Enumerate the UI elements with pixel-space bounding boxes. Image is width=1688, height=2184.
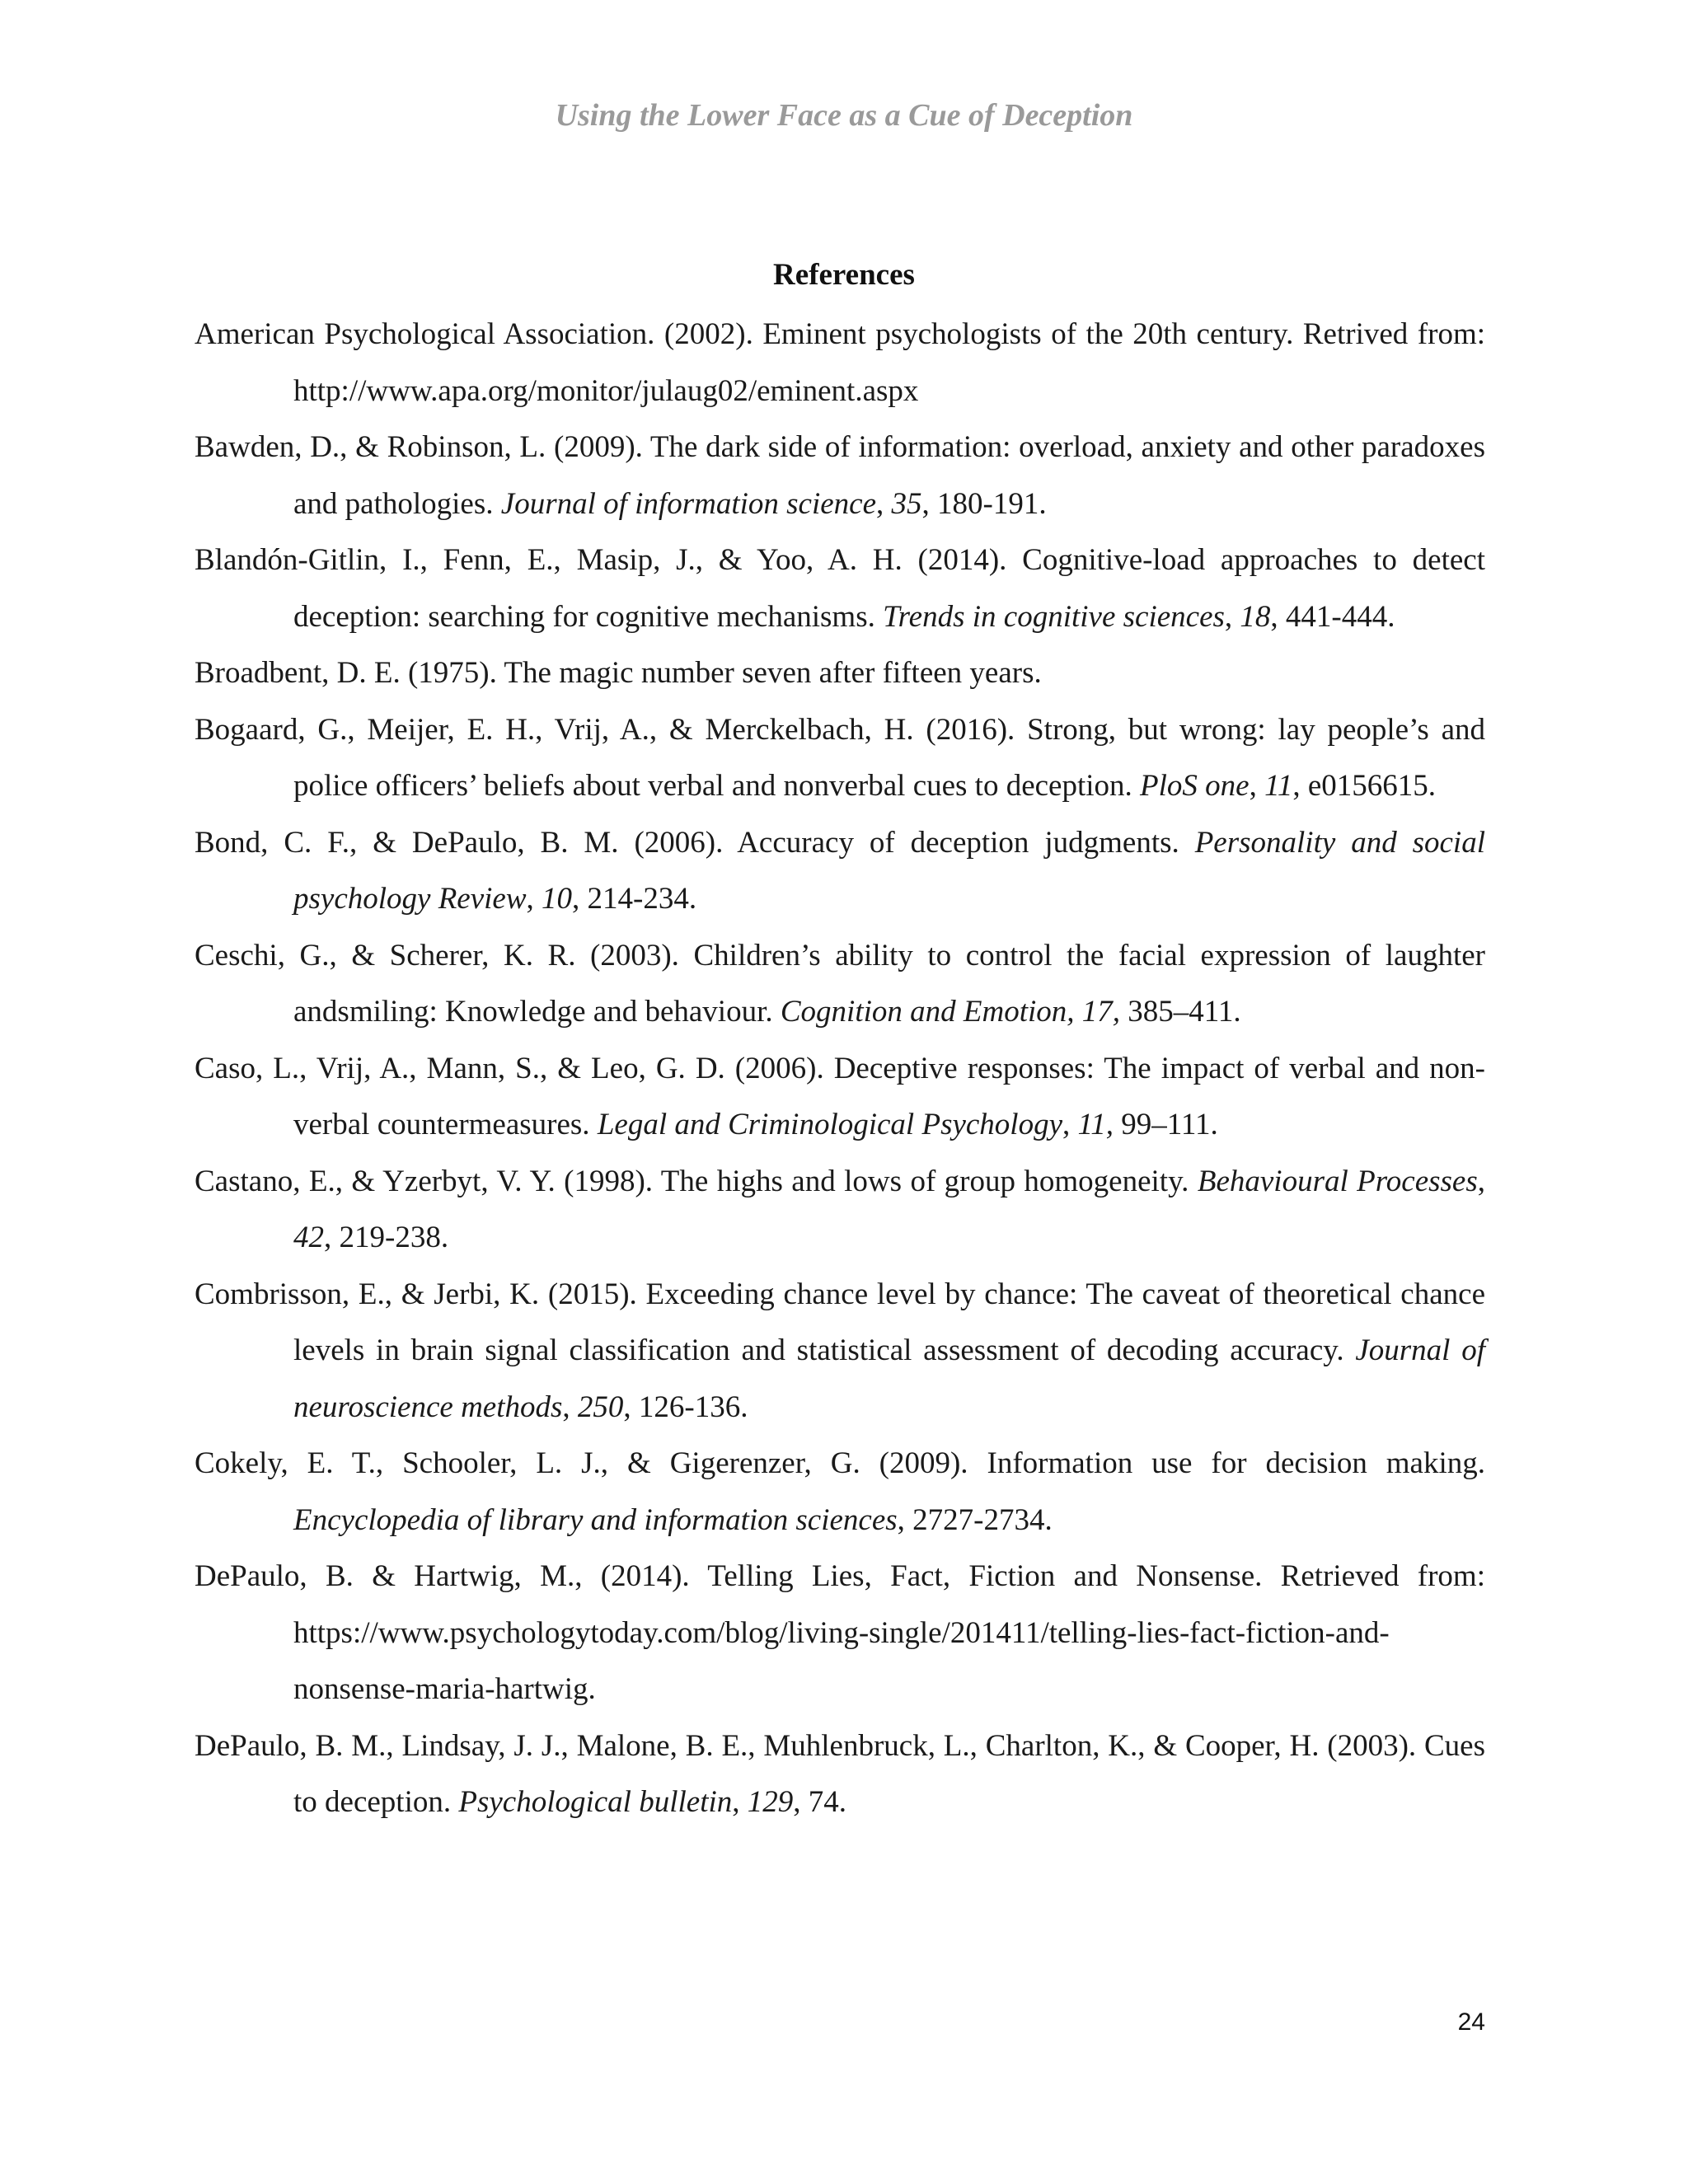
reference-text: American Psychological Association. (2002). Eminent psychologists of the 20th century. Retrived from: http://www.apa.org/monitor/julaug02/eminent.aspx (195, 317, 1485, 408)
reference-text: DePaulo, B. M., Lindsay, J. J., Malone, B. E., Muhlenbruck, L., Charlton, K., & Cooper, H. (2003). Cues to deception. (195, 1728, 1485, 1819)
reference-pages: 385–411. (1120, 995, 1241, 1029)
reference-separator: , (1224, 599, 1240, 634)
reference-text: Caso, L., Vrij, A., Mann, S., & Leo, G. D. (2006). Deceptive responses: The impact of verbal and non-verbal countermeasures. (195, 1051, 1485, 1141)
reference-volume: 11, (1077, 1108, 1114, 1141)
reference-entry (195, 928, 1485, 1041)
reference-list (195, 307, 1485, 1831)
reference-pages: , 74. (793, 1785, 847, 1819)
reference-separator: , (562, 1390, 578, 1424)
reference-volume: 35 (891, 486, 922, 521)
reference-source: Trends in cognitive sciences (883, 599, 1225, 634)
reference-pages: , 219-238. (324, 1221, 449, 1254)
reference-entry (195, 645, 1485, 702)
reference-text: Ceschi, G., & Scherer, K. R. (2003). Children’s ability to control the facial expression of laughter andsmiling: Knowledge and behaviour. (195, 938, 1485, 1029)
reference-source: PloS one (1140, 769, 1250, 803)
reference-pages: , 441-444. (1270, 599, 1395, 634)
reference-separator: , (732, 1785, 748, 1819)
reference-text: Broadbent, D. E. (1975). The magic number seven after fifteen years. (195, 656, 1042, 690)
reference-separator: , (876, 486, 892, 521)
reference-text: Blandón-Gitlin, I., Fenn, E., Masip, J., & Yoo, A. H. (2014). Cognitive-load approaches to detect deception: searching for cognitive mechanisms. (195, 543, 1485, 634)
reference-entry (195, 1549, 1485, 1718)
reference-pages: , 180-191. (921, 486, 1047, 521)
reference-entry (195, 1718, 1485, 1831)
reference-volume: 10 (542, 882, 573, 916)
reference-text: Bogaard, G., Meijer, E. H., Vrij, A., & Merckelbach, H. (2016). Strong, but wrong: lay people’s and police officers’ beliefs about verbal and nonverbal cues to deception. (195, 712, 1485, 803)
references-heading: References (773, 258, 915, 292)
reference-volume: 11 (1264, 769, 1293, 803)
reference-pages: , 126-136. (623, 1390, 748, 1424)
reference-volume: 42 (293, 1221, 324, 1254)
reference-source: Journal of information science (500, 486, 877, 521)
reference-entry (195, 702, 1485, 815)
reference-volume: 17, (1081, 995, 1121, 1029)
reference-text: Combrisson, E., & Jerbi, K. (2015). Exceeding chance level by chance: The caveat of theoretical chance levels in brain signal classification and statistical assessment of decoding accuracy. (195, 1277, 1485, 1367)
reference-separator: , (526, 882, 542, 916)
reference-pages: , 214-234. (572, 882, 697, 916)
reference-text: Bawden, D., & Robinson, L. (2009). The dark side of information: overload, anxiety and other paradoxes and pathologies. (195, 430, 1485, 521)
reference-entry (195, 419, 1485, 532)
reference-entry (195, 815, 1485, 928)
reference-separator: , (1477, 1164, 1485, 1198)
reference-separator: , (1249, 769, 1265, 803)
reference-source: Behavioural Processes (1197, 1164, 1478, 1198)
reference-separator: , (1062, 1108, 1078, 1141)
reference-entry (195, 307, 1485, 419)
reference-pages: 99–111. (1114, 1108, 1218, 1141)
reference-source: Cognition and Emotion, (780, 995, 1075, 1029)
reference-entry (195, 532, 1485, 645)
reference-source: Journal of neuroscience methods (293, 1333, 1485, 1424)
reference-entry (195, 1436, 1485, 1549)
reference-text: Cokely, E. T., Schooler, L. J., & Gigerenzer, G. (2009). Information use for decision making. (195, 1446, 1485, 1480)
reference-entry (195, 1041, 1485, 1154)
page-number: 24 (1457, 2008, 1485, 2036)
reference-volume: 129 (747, 1785, 794, 1819)
reference-text: Castano, E., & Yzerbyt, V. Y. (1998). The highs and lows of group homogeneity. (195, 1164, 1198, 1198)
reference-volume: 18 (1240, 599, 1271, 634)
reference-pages: , e0156615. (1292, 769, 1437, 803)
reference-source: Personality and social psychology Review (293, 825, 1485, 916)
running-head: Using the Lower Face as a Cue of Deception (555, 98, 1133, 133)
reference-source: Encyclopedia of library and information sciences (293, 1502, 898, 1537)
reference-source: Psychological bulletin (458, 1785, 733, 1819)
reference-volume: 250 (577, 1390, 624, 1424)
reference-separator (1075, 995, 1082, 1029)
reference-text: Bond, C. F., & DePaulo, B. M. (2006). Accuracy of deception judgments. (195, 825, 1195, 860)
reference-entry (195, 1154, 1485, 1267)
reference-entry (195, 1267, 1485, 1436)
reference-text: DePaulo, B. & Hartwig, M., (2014). Telling Lies, Fact, Fiction and Nonsense. Retrieved from: https://www.psychologytoday.com/blog/living-single/201411/telling-lies-fact-fiction-and-nonsense-maria-hartwig. (195, 1559, 1485, 1706)
reference-pages: , 2727-2734. (897, 1502, 1053, 1537)
reference-source: Legal and Criminological Psychology (597, 1108, 1063, 1141)
